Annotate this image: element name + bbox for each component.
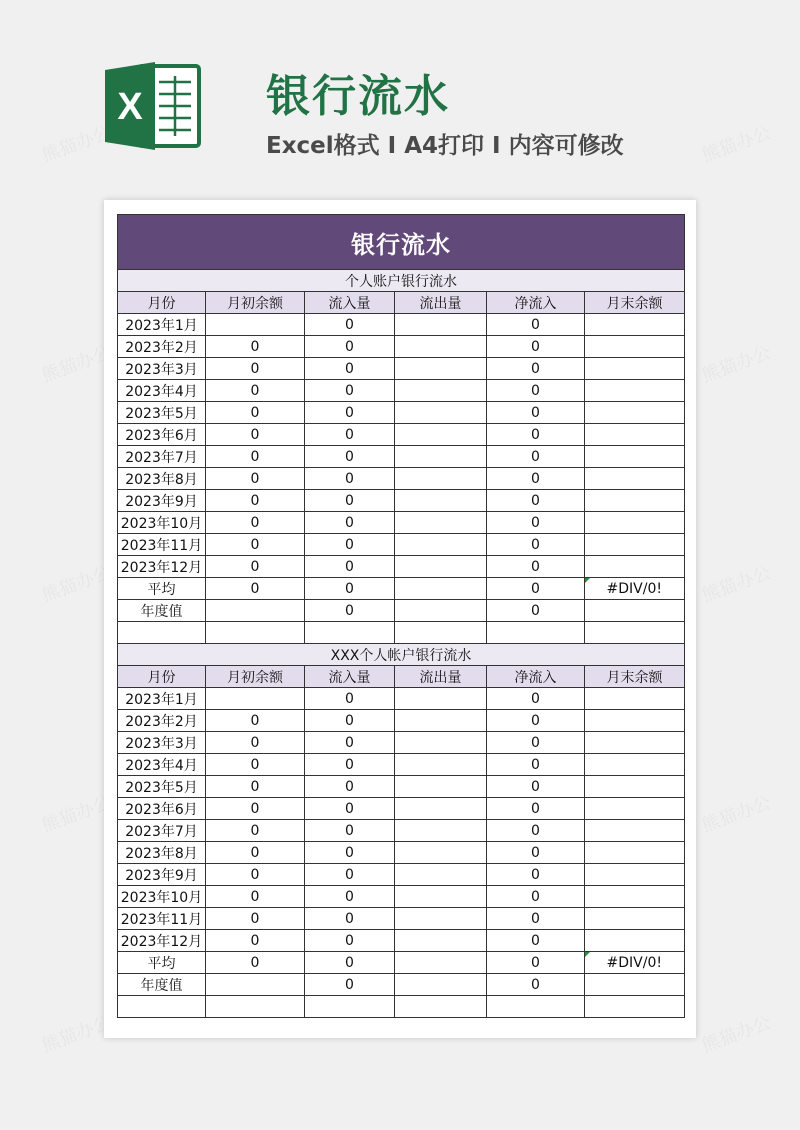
column-header-outflow[interactable]: 流出量 [395, 666, 487, 688]
cell-inflow[interactable]: 0 [305, 886, 395, 908]
table-row [118, 864, 685, 886]
cell-closing-balance[interactable] [585, 622, 685, 644]
cell-month[interactable]: 2023年12月 [118, 556, 206, 578]
table-row [118, 556, 685, 578]
cell-inflow[interactable]: 0 [305, 578, 395, 600]
cell-inflow[interactable]: 0 [305, 314, 395, 336]
cell-closing-balance[interactable] [585, 314, 685, 336]
table-row [118, 600, 685, 622]
cell-outflow[interactable] [395, 842, 487, 864]
cell-month[interactable]: 2023年7月 [118, 446, 206, 468]
cell-net-inflow[interactable]: 0 [487, 798, 585, 820]
table-row [118, 358, 685, 380]
cell-inflow[interactable]: 0 [305, 402, 395, 424]
cell-month[interactable]: 2023年10月 [118, 886, 206, 908]
cell-inflow[interactable]: 0 [305, 952, 395, 974]
section-title-row [118, 270, 685, 292]
table-row [118, 820, 685, 842]
cell-opening-balance[interactable]: 0 [206, 490, 305, 512]
cell-closing-balance[interactable] [585, 798, 685, 820]
cell-outflow[interactable] [395, 886, 487, 908]
table-row [118, 974, 685, 996]
cell-month[interactable] [118, 622, 206, 644]
cell-month[interactable]: 2023年1月 [118, 688, 206, 710]
column-header-net-inflow[interactable]: 净流入 [487, 292, 585, 314]
cell-outflow[interactable] [395, 710, 487, 732]
page-subtitle: Excel格式 I A4打印 I 内容可修改 [266, 133, 624, 159]
cell-month[interactable]: 2023年2月 [118, 336, 206, 358]
cell-closing-balance[interactable] [585, 512, 685, 534]
table-row [118, 468, 685, 490]
cell-month[interactable]: 2023年2月 [118, 710, 206, 732]
cell-closing-balance[interactable] [585, 776, 685, 798]
cell-closing-balance[interactable] [585, 930, 685, 952]
cell-month[interactable]: 2023年6月 [118, 798, 206, 820]
cell-inflow[interactable]: 0 [305, 556, 395, 578]
cell-closing-balance[interactable]: #DIV/0! [585, 578, 685, 600]
cell-net-inflow[interactable] [487, 622, 585, 644]
cell-opening-balance[interactable]: 0 [206, 512, 305, 534]
table-row [118, 886, 685, 908]
cell-opening-balance[interactable]: 0 [206, 842, 305, 864]
cell-net-inflow[interactable]: 0 [487, 732, 585, 754]
cell-month[interactable]: 2023年1月 [118, 314, 206, 336]
error-indicator-icon [585, 952, 590, 957]
cell-outflow[interactable] [395, 314, 487, 336]
watermark [698, 788, 775, 837]
excel-logo-icon [103, 58, 203, 154]
cell-inflow[interactable]: 0 [305, 358, 395, 380]
cell-net-inflow[interactable]: 0 [487, 336, 585, 358]
cell-opening-balance[interactable]: 0 [206, 468, 305, 490]
cell-inflow[interactable]: 0 [305, 490, 395, 512]
cell-opening-balance[interactable]: 0 [206, 732, 305, 754]
cell-opening-balance[interactable]: 0 [206, 402, 305, 424]
cell-closing-balance[interactable] [585, 424, 685, 446]
table-row [118, 424, 685, 446]
column-header-month[interactable]: 月份 [118, 666, 206, 688]
table-row [118, 798, 685, 820]
cell-outflow[interactable] [395, 776, 487, 798]
table-row [118, 908, 685, 930]
cell-inflow[interactable]: 0 [305, 688, 395, 710]
cell-opening-balance[interactable]: 0 [206, 336, 305, 358]
cell-outflow[interactable] [395, 358, 487, 380]
cell-outflow[interactable] [395, 930, 487, 952]
cell-closing-balance[interactable] [585, 908, 685, 930]
cell-inflow[interactable]: 0 [305, 754, 395, 776]
table-row [118, 512, 685, 534]
cell-inflow[interactable]: 0 [305, 710, 395, 732]
cell-inflow[interactable]: 0 [305, 600, 395, 622]
cell-outflow[interactable] [395, 952, 487, 974]
cell-month[interactable]: 2023年3月 [118, 358, 206, 380]
cell-inflow[interactable]: 0 [305, 798, 395, 820]
cell-closing-balance[interactable]: #DIV/0! [585, 952, 685, 974]
column-header-inflow[interactable]: 流入量 [305, 292, 395, 314]
cell-inflow[interactable]: 0 [305, 446, 395, 468]
cell-month[interactable]: 2023年8月 [118, 842, 206, 864]
bank-statement-table [117, 214, 685, 1018]
table-row [118, 402, 685, 424]
cell-outflow[interactable] [395, 688, 487, 710]
cell-closing-balance[interactable] [585, 556, 685, 578]
table-row [118, 534, 685, 556]
cell-net-inflow[interactable]: 0 [487, 776, 585, 798]
column-header-net-inflow[interactable]: 净流入 [487, 666, 585, 688]
cell-net-inflow[interactable] [487, 996, 585, 1018]
cell-opening-balance[interactable]: 0 [206, 776, 305, 798]
cell-month[interactable]: 2023年5月 [118, 402, 206, 424]
cell-net-inflow[interactable]: 0 [487, 314, 585, 336]
cell-opening-balance[interactable]: 0 [206, 908, 305, 930]
cell-net-inflow[interactable]: 0 [487, 446, 585, 468]
cell-opening-balance[interactable]: 0 [206, 798, 305, 820]
cell-opening-balance[interactable] [206, 314, 305, 336]
cell-closing-balance[interactable] [585, 380, 685, 402]
cell-month[interactable]: 2023年11月 [118, 534, 206, 556]
column-header-closing-balance[interactable]: 月末余额 [585, 292, 685, 314]
watermark [698, 118, 775, 167]
watermark [38, 338, 115, 387]
cell-month[interactable]: 年度值 [118, 600, 206, 622]
table-row [118, 952, 685, 974]
cell-net-inflow[interactable]: 0 [487, 380, 585, 402]
cell-net-inflow[interactable]: 0 [487, 908, 585, 930]
cell-outflow[interactable] [395, 754, 487, 776]
cell-opening-balance[interactable]: 0 [206, 578, 305, 600]
cell-month[interactable]: 2023年3月 [118, 732, 206, 754]
cell-opening-balance[interactable]: 0 [206, 534, 305, 556]
cell-outflow[interactable] [395, 534, 487, 556]
cell-net-inflow[interactable]: 0 [487, 424, 585, 446]
table-row [118, 622, 685, 644]
cell-net-inflow[interactable]: 0 [487, 600, 585, 622]
cell-inflow[interactable] [305, 622, 395, 644]
watermark [698, 1008, 775, 1057]
cell-net-inflow[interactable]: 0 [487, 974, 585, 996]
cell-month[interactable]: 2023年10月 [118, 512, 206, 534]
cell-month[interactable]: 2023年9月 [118, 490, 206, 512]
cell-closing-balance[interactable] [585, 886, 685, 908]
cell-closing-balance[interactable] [585, 732, 685, 754]
table-row [118, 996, 685, 1018]
cell-closing-balance[interactable] [585, 600, 685, 622]
cell-outflow[interactable] [395, 908, 487, 930]
cell-net-inflow[interactable]: 0 [487, 578, 585, 600]
cell-month[interactable] [118, 996, 206, 1018]
cell-inflow[interactable]: 0 [305, 930, 395, 952]
cell-month[interactable]: 平均 [118, 952, 206, 974]
cell-inflow[interactable]: 0 [305, 842, 395, 864]
table-row [118, 842, 685, 864]
column-header-opening-balance[interactable]: 月初余额 [206, 666, 305, 688]
table-row [118, 490, 685, 512]
cell-outflow[interactable] [395, 446, 487, 468]
table-row [118, 380, 685, 402]
column-header-month[interactable]: 月份 [118, 292, 206, 314]
column-header-closing-balance[interactable]: 月末余额 [585, 666, 685, 688]
cell-net-inflow[interactable]: 0 [487, 710, 585, 732]
cell-month[interactable]: 平均 [118, 578, 206, 600]
cell-inflow[interactable]: 0 [305, 512, 395, 534]
cell-month[interactable]: 2023年6月 [118, 424, 206, 446]
cell-closing-balance[interactable] [585, 446, 685, 468]
cell-opening-balance[interactable] [206, 996, 305, 1018]
cell-outflow[interactable] [395, 974, 487, 996]
cell-inflow[interactable]: 0 [305, 776, 395, 798]
cell-month[interactable]: 2023年8月 [118, 468, 206, 490]
cell-opening-balance[interactable]: 0 [206, 446, 305, 468]
table-row [118, 710, 685, 732]
cell-closing-balance[interactable] [585, 358, 685, 380]
cell-outflow[interactable] [395, 424, 487, 446]
cell-outflow[interactable] [395, 336, 487, 358]
column-header-row [118, 666, 685, 688]
cell-month[interactable]: 年度值 [118, 974, 206, 996]
cell-net-inflow[interactable]: 0 [487, 402, 585, 424]
cell-month[interactable]: 2023年9月 [118, 864, 206, 886]
section-title[interactable]: XXX个人帐户银行流水 [118, 644, 685, 666]
cell-month[interactable]: 2023年4月 [118, 754, 206, 776]
table-row [118, 446, 685, 468]
cell-opening-balance[interactable] [206, 600, 305, 622]
watermark [38, 788, 115, 837]
cell-net-inflow[interactable]: 0 [487, 490, 585, 512]
cell-net-inflow[interactable]: 0 [487, 864, 585, 886]
cell-closing-balance[interactable] [585, 820, 685, 842]
cell-outflow[interactable] [395, 996, 487, 1018]
table-row [118, 688, 685, 710]
cell-net-inflow[interactable]: 0 [487, 512, 585, 534]
watermark [698, 558, 775, 607]
banner-row [118, 215, 685, 270]
cell-closing-balance[interactable] [585, 996, 685, 1018]
cell-closing-balance[interactable] [585, 534, 685, 556]
cell-month[interactable]: 2023年5月 [118, 776, 206, 798]
cell-outflow[interactable] [395, 732, 487, 754]
cell-inflow[interactable]: 0 [305, 864, 395, 886]
cell-inflow[interactable]: 0 [305, 820, 395, 842]
cell-outflow[interactable] [395, 512, 487, 534]
cell-inflow[interactable]: 0 [305, 974, 395, 996]
cell-month[interactable]: 2023年4月 [118, 380, 206, 402]
table-row [118, 578, 685, 600]
cell-inflow[interactable]: 0 [305, 908, 395, 930]
table-row [118, 732, 685, 754]
cell-closing-balance[interactable] [585, 490, 685, 512]
cell-opening-balance[interactable]: 0 [206, 424, 305, 446]
cell-opening-balance[interactable] [206, 622, 305, 644]
cell-outflow[interactable] [395, 820, 487, 842]
column-header-inflow[interactable]: 流入量 [305, 666, 395, 688]
cell-closing-balance[interactable] [585, 710, 685, 732]
cell-opening-balance[interactable]: 0 [206, 820, 305, 842]
column-header-row [118, 292, 685, 314]
cell-outflow[interactable] [395, 622, 487, 644]
cell-inflow[interactable]: 0 [305, 424, 395, 446]
watermark [698, 338, 775, 387]
cell-outflow[interactable] [395, 468, 487, 490]
table-row [118, 336, 685, 358]
cell-net-inflow[interactable]: 0 [487, 534, 585, 556]
section-title[interactable]: 个人账户银行流水 [118, 270, 685, 292]
cell-opening-balance[interactable]: 0 [206, 358, 305, 380]
cell-net-inflow[interactable]: 0 [487, 468, 585, 490]
cell-outflow[interactable] [395, 600, 487, 622]
watermark [38, 558, 115, 607]
watermark [38, 1008, 115, 1057]
sheet-banner-title[interactable]: 银行流水 [118, 215, 685, 270]
cell-month[interactable]: 2023年11月 [118, 908, 206, 930]
cell-inflow[interactable]: 0 [305, 468, 395, 490]
cell-inflow[interactable]: 0 [305, 732, 395, 754]
cell-outflow[interactable] [395, 798, 487, 820]
cell-month[interactable]: 2023年12月 [118, 930, 206, 952]
cell-opening-balance[interactable]: 0 [206, 886, 305, 908]
cell-net-inflow[interactable]: 0 [487, 358, 585, 380]
cell-closing-balance[interactable] [585, 402, 685, 424]
page-title: 银行流水 [266, 71, 450, 122]
spreadsheet-paper [104, 200, 696, 1038]
cell-net-inflow[interactable]: 0 [487, 842, 585, 864]
cell-outflow[interactable] [395, 556, 487, 578]
table-row [118, 776, 685, 798]
cell-net-inflow[interactable]: 0 [487, 952, 585, 974]
cell-closing-balance[interactable] [585, 864, 685, 886]
cell-closing-balance[interactable] [585, 974, 685, 996]
cell-closing-balance[interactable] [585, 754, 685, 776]
cell-closing-balance[interactable] [585, 468, 685, 490]
cell-opening-balance[interactable]: 0 [206, 710, 305, 732]
cell-opening-balance[interactable]: 0 [206, 930, 305, 952]
logo-letter: X [117, 86, 143, 128]
cell-outflow[interactable] [395, 578, 487, 600]
cell-opening-balance[interactable]: 0 [206, 952, 305, 974]
cell-outflow[interactable] [395, 864, 487, 886]
table-row [118, 930, 685, 952]
cell-opening-balance[interactable]: 0 [206, 864, 305, 886]
cell-opening-balance[interactable]: 0 [206, 380, 305, 402]
cell-net-inflow[interactable]: 0 [487, 556, 585, 578]
cell-inflow[interactable] [305, 996, 395, 1018]
section-title-row [118, 644, 685, 666]
cell-month[interactable]: 2023年7月 [118, 820, 206, 842]
cell-inflow[interactable]: 0 [305, 336, 395, 358]
cell-net-inflow[interactable]: 0 [487, 820, 585, 842]
table-row [118, 314, 685, 336]
cell-net-inflow[interactable]: 0 [487, 688, 585, 710]
cell-opening-balance[interactable] [206, 974, 305, 996]
cell-closing-balance[interactable] [585, 842, 685, 864]
table-row [118, 754, 685, 776]
cell-outflow[interactable] [395, 490, 487, 512]
cell-net-inflow[interactable]: 0 [487, 754, 585, 776]
cell-inflow[interactable]: 0 [305, 534, 395, 556]
cell-inflow[interactable]: 0 [305, 380, 395, 402]
column-header-opening-balance[interactable]: 月初余额 [206, 292, 305, 314]
cell-net-inflow[interactable]: 0 [487, 930, 585, 952]
cell-opening-balance[interactable]: 0 [206, 556, 305, 578]
cell-opening-balance[interactable] [206, 688, 305, 710]
column-header-outflow[interactable]: 流出量 [395, 292, 487, 314]
cell-closing-balance[interactable] [585, 688, 685, 710]
cell-closing-balance[interactable] [585, 336, 685, 358]
error-indicator-icon [585, 578, 590, 583]
cell-net-inflow[interactable]: 0 [487, 886, 585, 908]
cell-opening-balance[interactable]: 0 [206, 754, 305, 776]
cell-outflow[interactable] [395, 402, 487, 424]
cell-outflow[interactable] [395, 380, 487, 402]
